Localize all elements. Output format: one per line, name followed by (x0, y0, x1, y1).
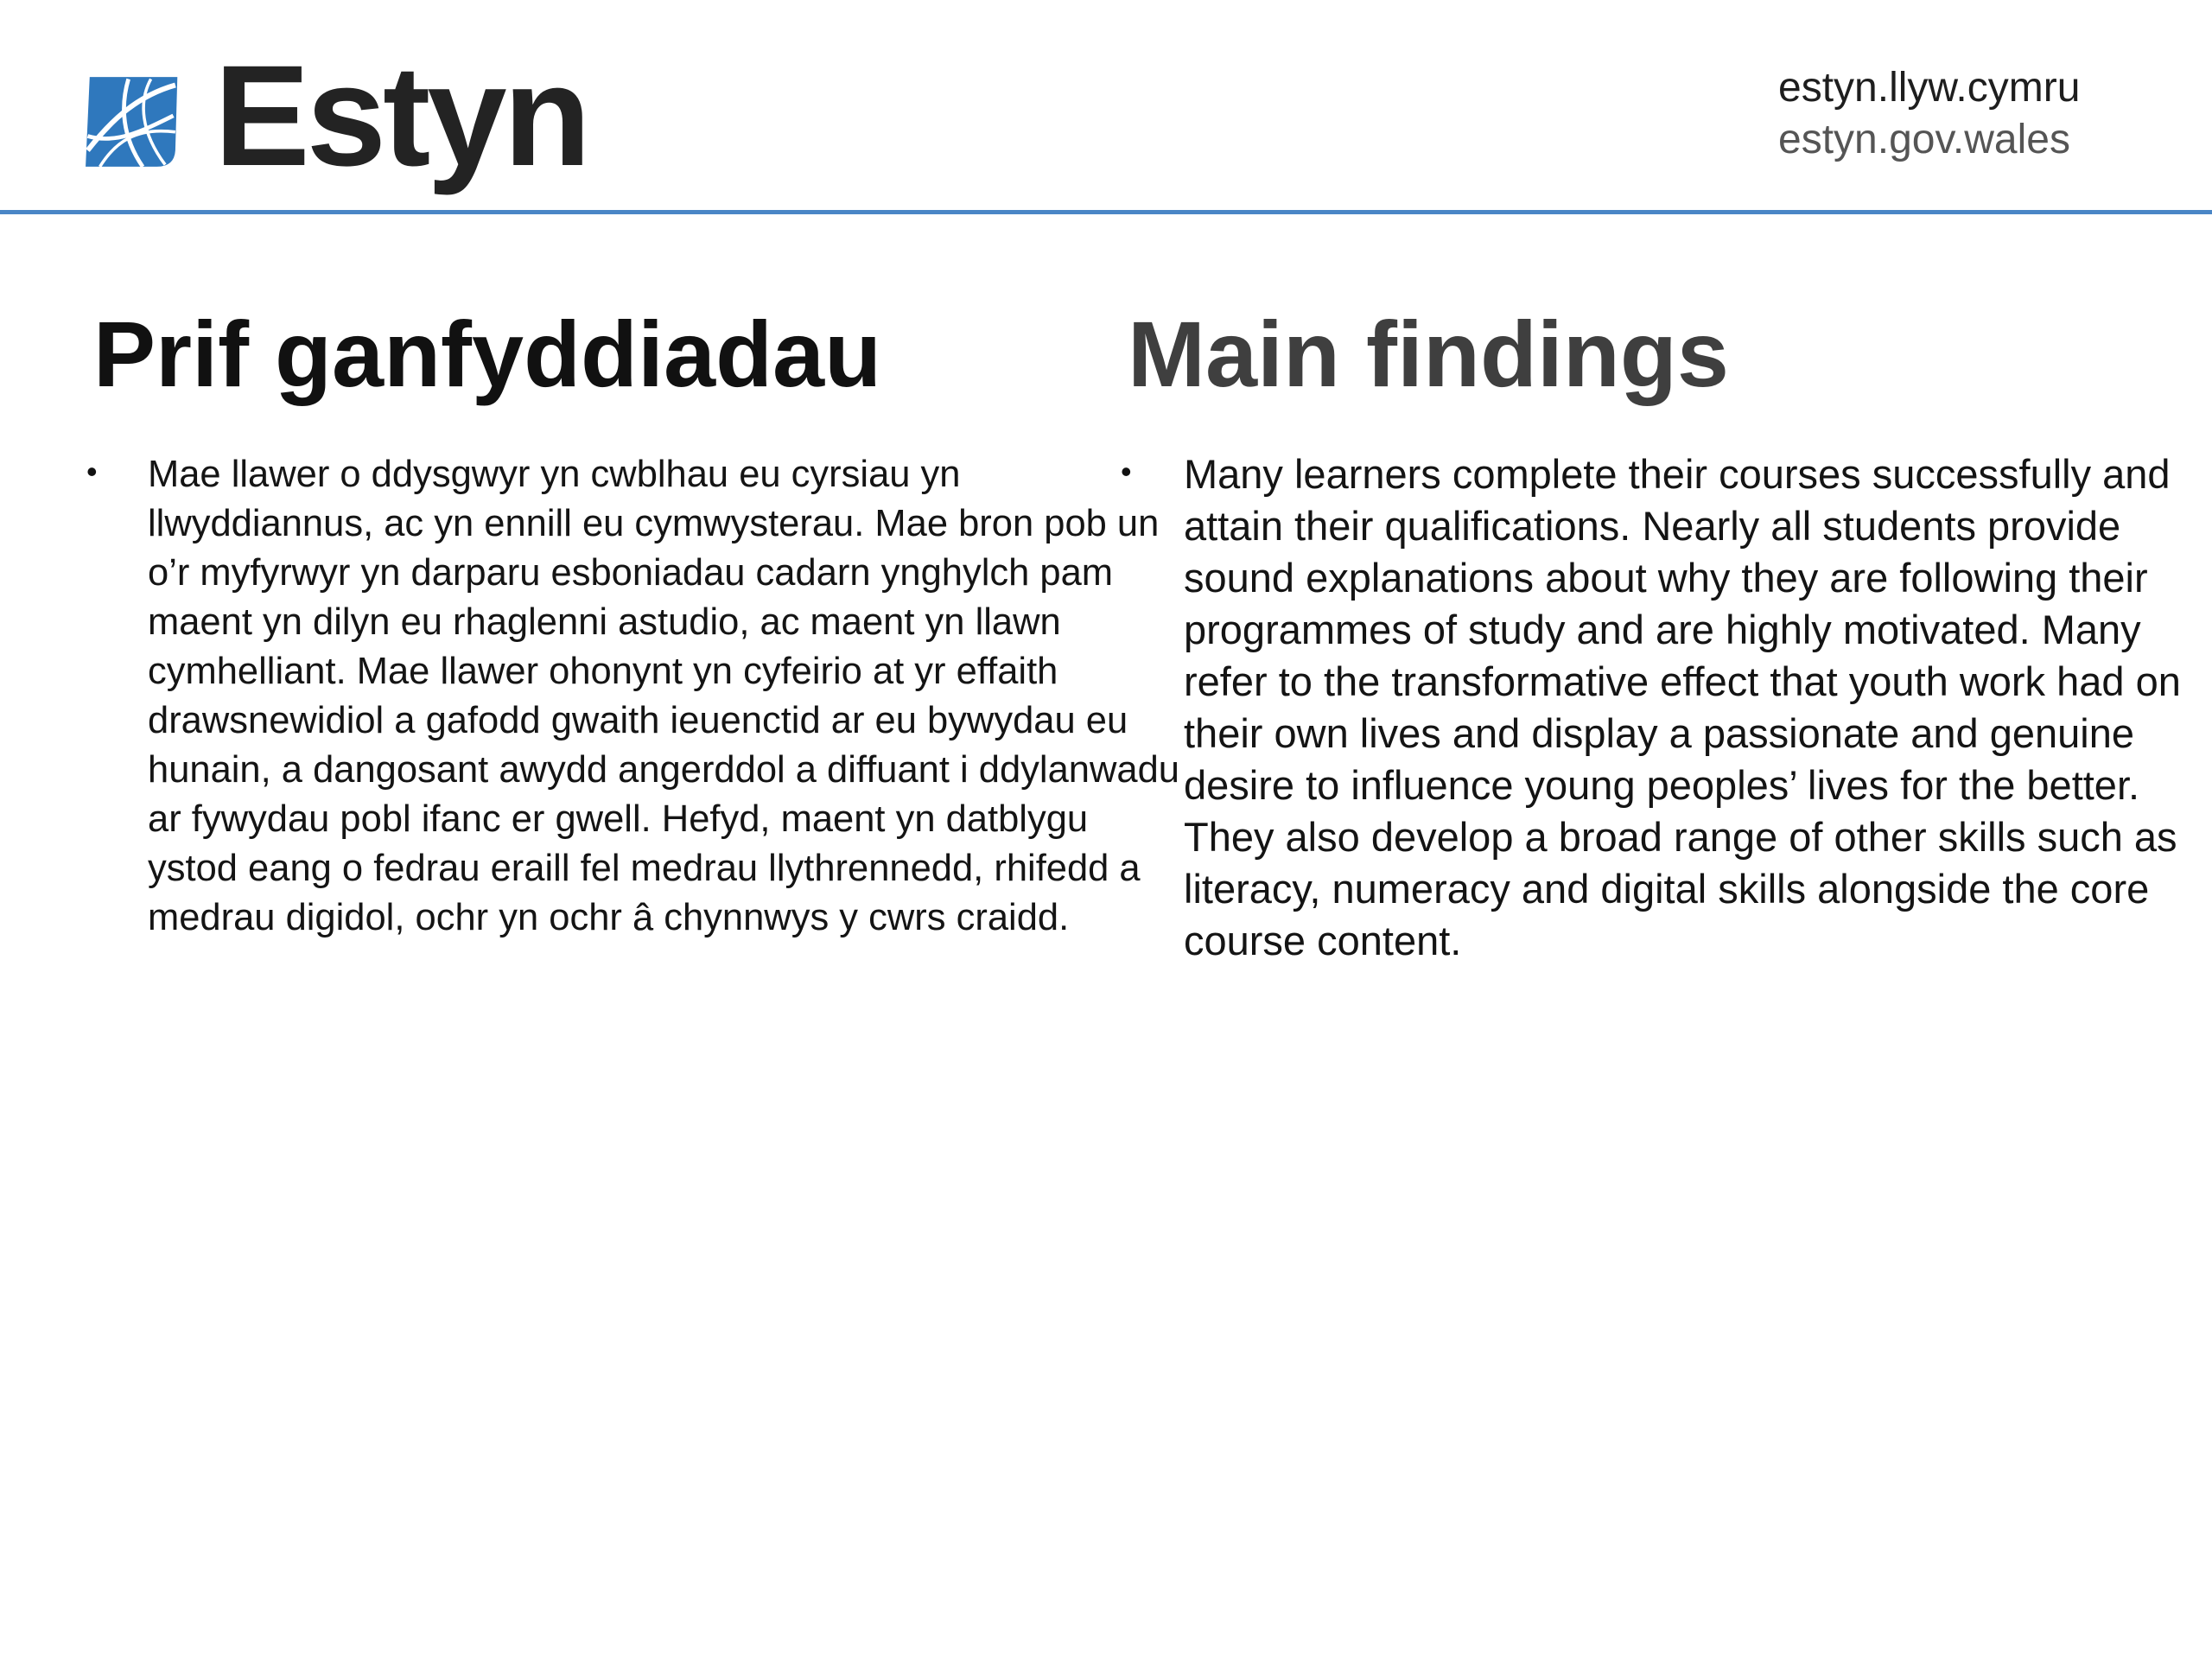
site-urls (1778, 62, 2080, 166)
english-finding-text: Many learners complete their courses successfully and attain their qualifications. Nearly all students provide sound explanations about why they are following their programmes of study and are highly motivated. Many refer to the transformative effect that youth work had on their own lives and display a passionate and genuine desire to influence young peoples’ lives for the better. They also develop a broad range of other skills such as literacy, numeracy and digital skills alongside the core course content. (1184, 451, 2181, 963)
welsh-url[interactable]: estyn.llyw.cymru (1778, 65, 2081, 111)
english-column (1121, 298, 2181, 967)
welsh-heading: Prif ganfyddiadau (93, 302, 882, 406)
estyn-logo-icon (79, 71, 181, 173)
english-url[interactable]: estyn.gov.wales (1778, 117, 2070, 162)
logo-wordmark: Estyn (214, 36, 588, 196)
page-header (0, 0, 2212, 214)
welsh-column (86, 298, 1179, 943)
welsh-findings-list (86, 450, 1179, 943)
bullet-icon: • (1121, 454, 1132, 489)
estyn-logo (79, 36, 588, 196)
welsh-finding-text: Mae llawer o ddysgwyr yn cwblhau eu cyrsiau yn llwyddiannus, ac yn ennill eu cymwysterau. Mae bron pob un o’r myfyrwyr yn darparu esboniadau cadarn ynghylch pam maent yn dilyn eu rhaglenni astudio, ac maent yn llawn cymhelliant. Mae llawer ohonynt yn cyfeirio at yr effaith drawsnewidiol a gafodd gwaith ieuenctid ar eu bywydau eu hunain, a dangosant awydd angerddol a diffuant i ddylanwadu ar fywydau pobl ifanc er gwell. Hefyd, maent yn datblygu ystod eang o fedrau eraill fel medrau llythrennedd, rhifedd a medrau digidol, ochr yn ochr â chynnwys y cwrs craidd. (148, 454, 1179, 938)
list-item (1121, 448, 2181, 967)
english-findings-list (1121, 448, 2181, 967)
list-item (86, 450, 1179, 943)
english-heading: Main findings (1128, 302, 1729, 406)
bullet-icon: • (86, 454, 98, 489)
